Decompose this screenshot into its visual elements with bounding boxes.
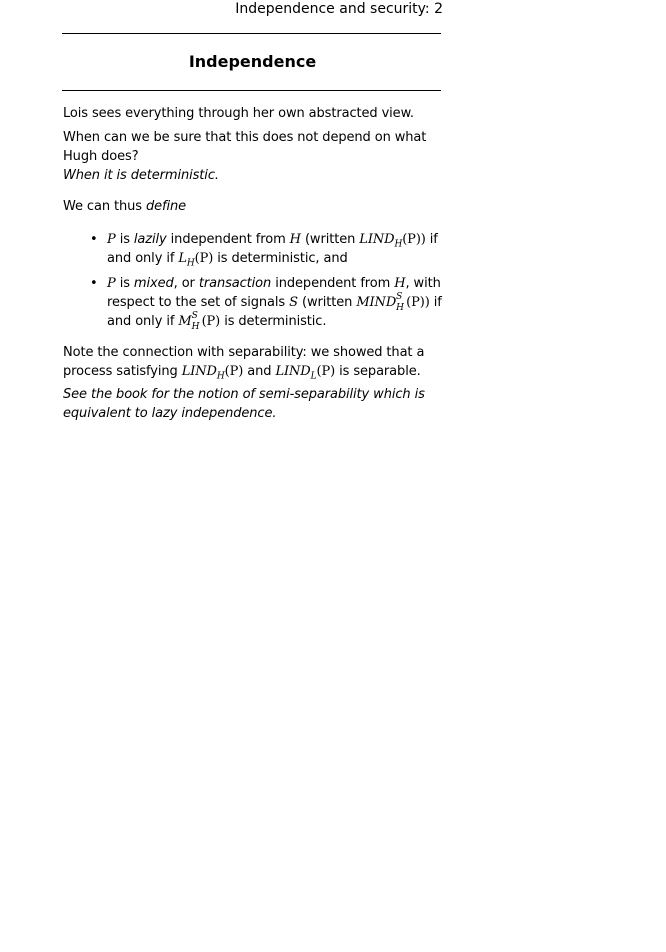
math-LIND: LIND (181, 364, 217, 379)
text: is deterministic, and (213, 251, 348, 266)
math-MIND: MIND (356, 295, 397, 310)
math-arg: (P)) (406, 295, 430, 310)
bullet-dot: • (90, 276, 98, 291)
running-header: Independence and security: 2 (235, 1, 443, 17)
math-sub-H: H (394, 239, 403, 250)
text: is (115, 276, 134, 291)
math-M: M (178, 314, 192, 329)
text: (written (300, 232, 360, 247)
top-rule (62, 33, 441, 34)
math-arg: (P) (201, 314, 221, 329)
emph-mixed: mixed (133, 276, 174, 291)
math-LIND: LIND (275, 364, 311, 379)
math-script: S H (396, 292, 404, 313)
text: is deterministic. (220, 314, 327, 329)
text: if and only if (107, 232, 438, 266)
math-H: H (394, 276, 406, 291)
math-sub-L: L (310, 371, 317, 382)
paragraph-lois-view: Lois sees everything through her own abstracted view. (63, 106, 414, 121)
text: , or (173, 276, 199, 291)
paragraph-answer: When it is deterministic. (63, 168, 219, 183)
emph-lazily: lazily (133, 232, 167, 247)
text: if and only if (107, 295, 442, 329)
emph-transaction: transaction (198, 276, 272, 291)
bullet-dot: • (90, 232, 98, 247)
text: (written (297, 295, 357, 310)
definition-list (63, 230, 445, 331)
math-arg: (P) (194, 251, 214, 266)
math-script: S H (191, 311, 200, 332)
paragraph-book-note: See the book for the notion of semi-separability which is equivalent to lazy independence. (63, 387, 425, 421)
paragraph-question: When can we be sure that this does not depend on what Hugh does? (63, 130, 427, 164)
math-arg: (P) (224, 364, 244, 379)
text: , with respect to the set of signals (107, 276, 441, 310)
paragraph-separability: Note the connection with separability: we showed that a process satisfying $LIND_H(P)$ and $LIND_L(P)$ is separable. (63, 345, 425, 382)
text: is (115, 232, 134, 247)
page-title: Independence (188, 52, 317, 71)
math-arg: (P) (316, 364, 336, 379)
math-P: P (107, 232, 116, 247)
math-H: H (289, 232, 301, 247)
list-item-lazy (63, 230, 445, 268)
define-word: define (146, 199, 187, 214)
math-sub-H: H (216, 371, 225, 382)
math-P: P (107, 276, 116, 291)
math-sub-H: H (186, 258, 195, 269)
text: independent from (271, 276, 395, 291)
math-LIND: $LIND_H(P)$) (359, 232, 426, 250)
title-rule (62, 90, 441, 91)
math-S: S (289, 295, 298, 310)
math-L: L (178, 251, 187, 266)
define-lead: We can thus (63, 199, 146, 214)
paragraph-define (63, 197, 445, 216)
slide-body (63, 104, 445, 423)
text: independent from (166, 232, 290, 247)
list-item-mixed (63, 274, 445, 331)
